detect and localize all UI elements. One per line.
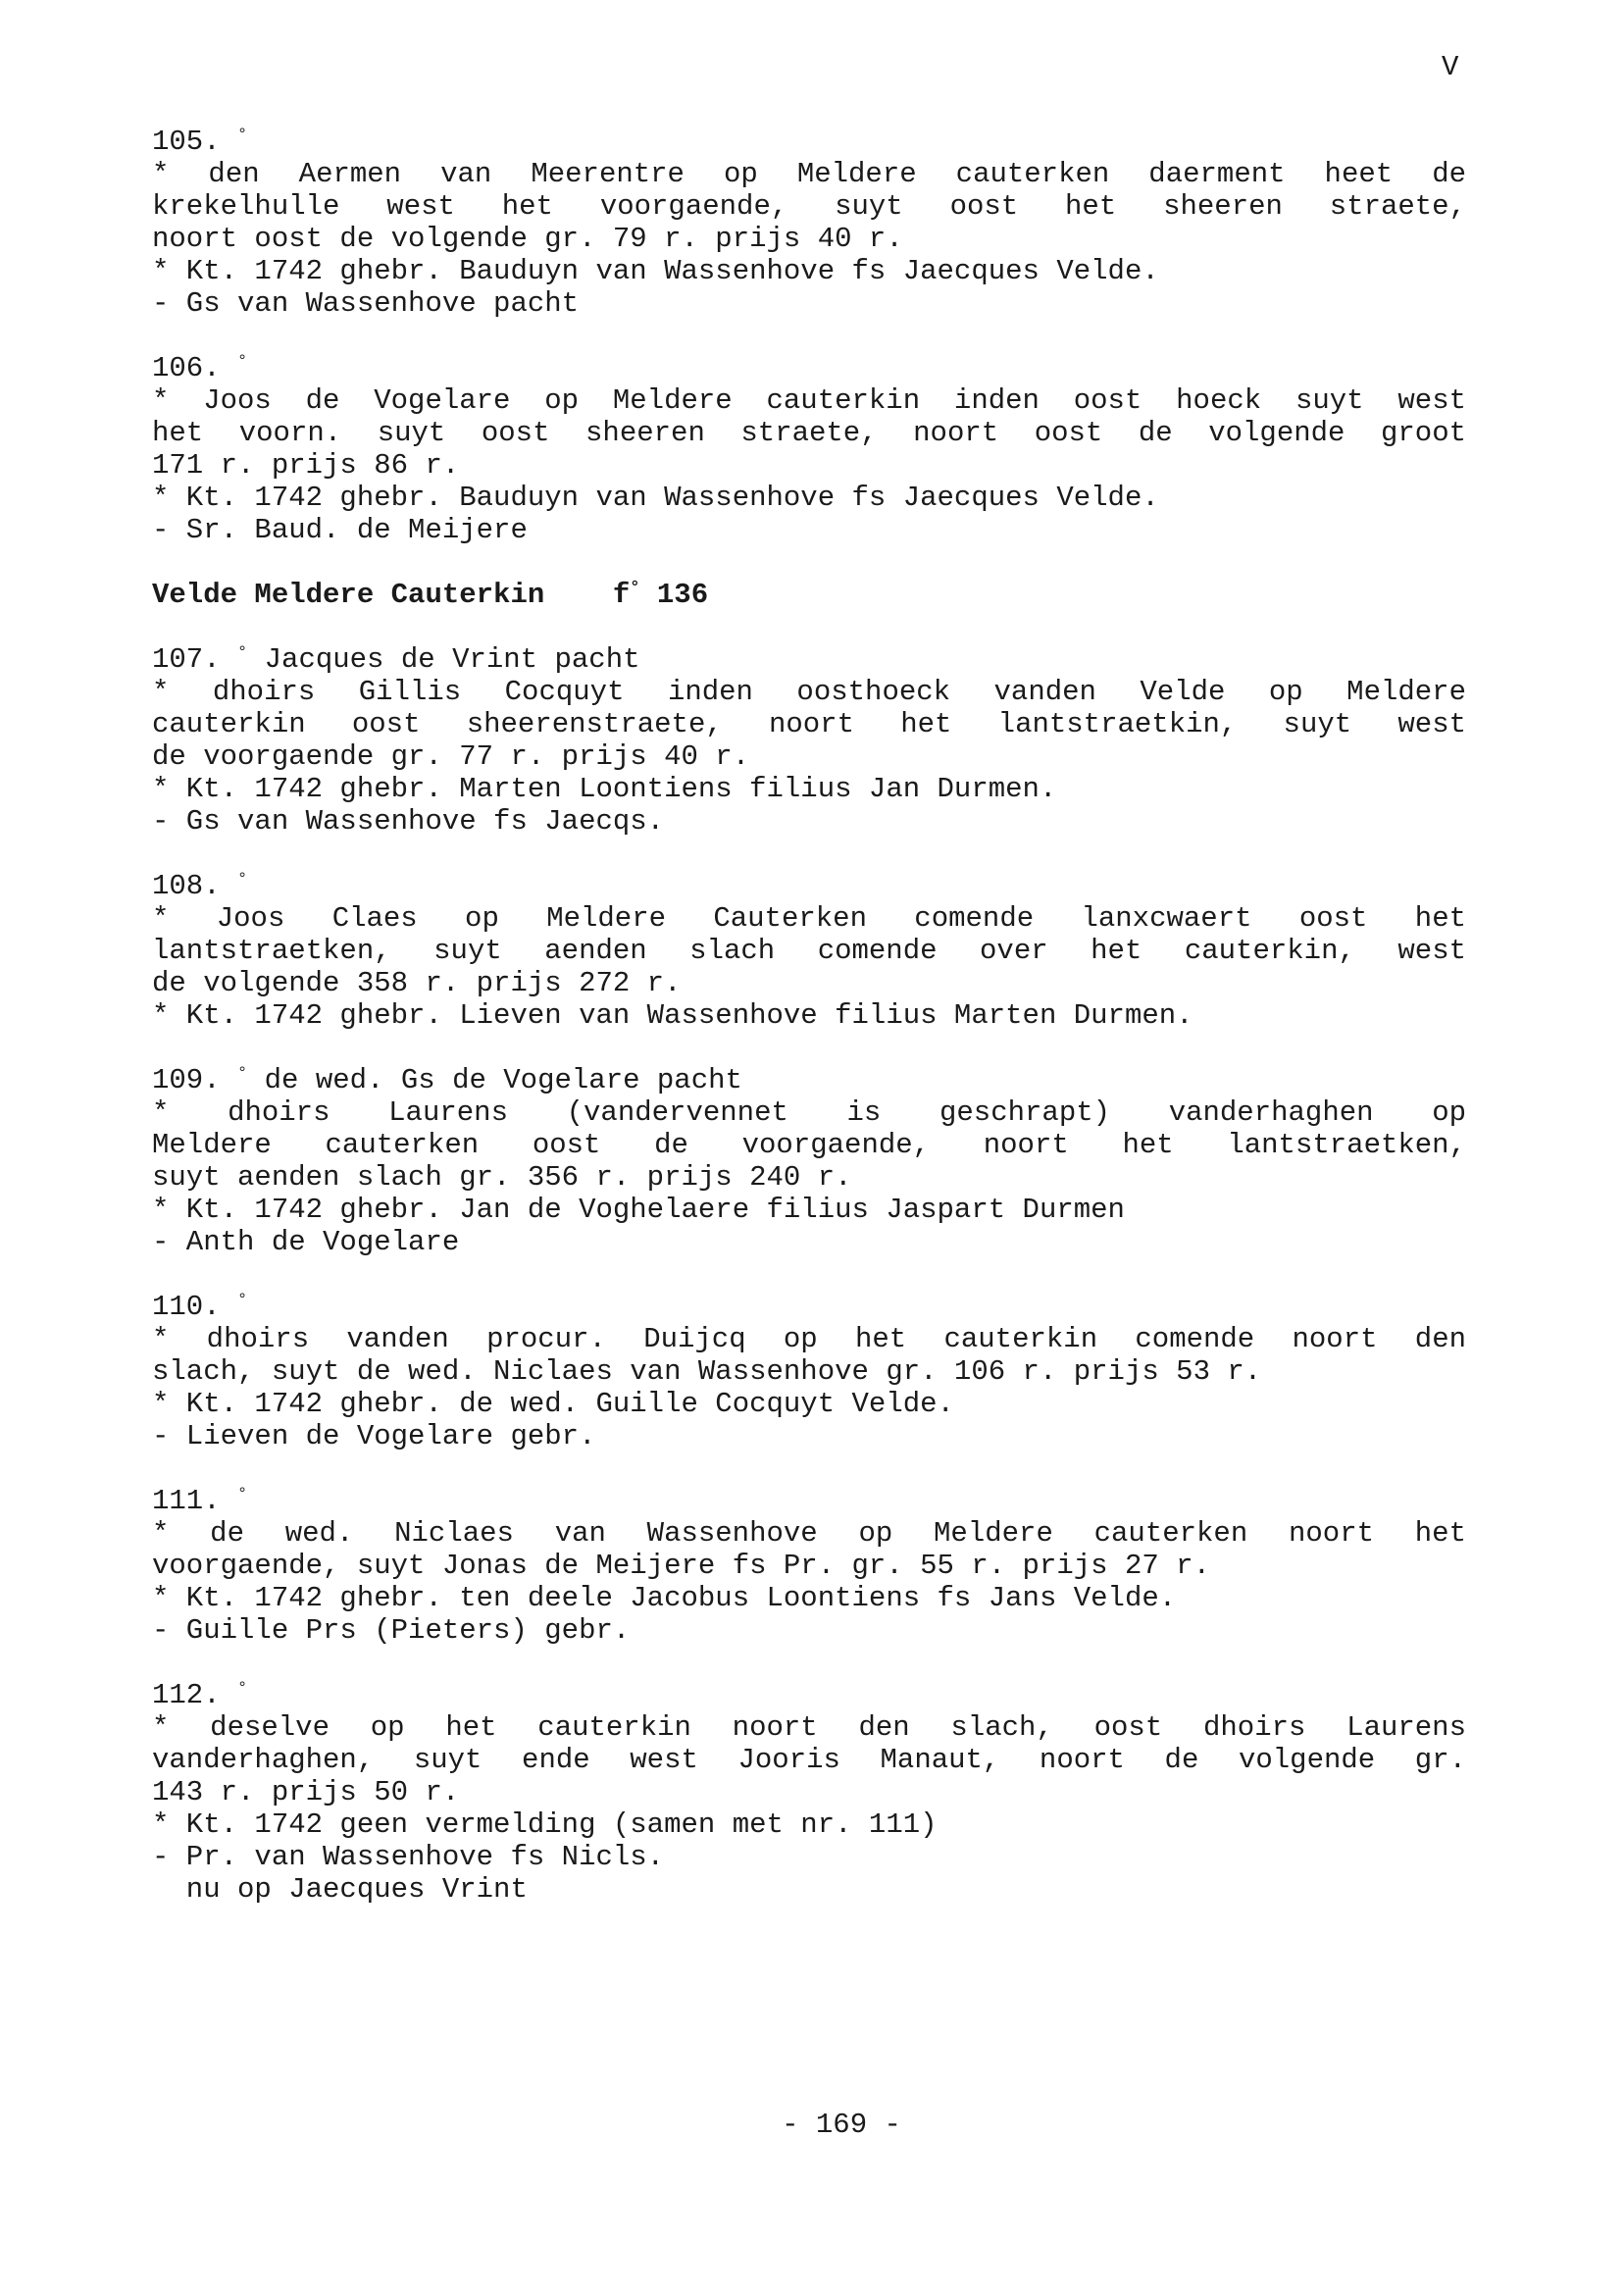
entry [152, 352, 1466, 546]
entry [152, 1679, 1466, 1906]
entry-heading [152, 1064, 1466, 1096]
entries-before-section [152, 126, 1466, 546]
entry-number: 110. [152, 1291, 221, 1323]
entry-line: 143 r. prijs 50 r. [152, 1776, 460, 1808]
entry-line: * Kt. 1742 ghebr. ten deele Jacobus Loontiens fs Jans Velde. [152, 1582, 1177, 1614]
entry-number: 112. [152, 1679, 221, 1711]
entries-after-section [152, 643, 1466, 1906]
entry-line: - Lieven de Vogelare gebr. [152, 1420, 596, 1452]
page-number: - 169 - [782, 2109, 901, 2141]
entry-number: 109. [152, 1064, 221, 1096]
entry-head-note: Jacques de Vrint pacht [264, 643, 640, 676]
entry-line: * de wed. Niclaes van Wassenhove op Meldere cauterken noort het [152, 1517, 1466, 1550]
page-mark: V [1442, 51, 1459, 83]
entry-line: - Guille Prs (Pieters) gebr. [152, 1614, 631, 1647]
entry-line: - Pr. van Wassenhove fs Nicls. [152, 1841, 665, 1873]
entry-line: slach, suyt de wed. Niclaes van Wassenhove gr. 106 r. prijs 53 r. [152, 1355, 1262, 1388]
entry-line: krekelhulle west het voorgaende, suyt oost het sheeren straete, [152, 190, 1466, 223]
entry-line: * Joos Claes op Meldere Cauterken comende lanxcwaert oost het [152, 902, 1466, 935]
entry-line: * deselve op het cauterkin noort den slach, oost dhoirs Laurens [152, 1711, 1466, 1744]
entry-degree-mark: ° [237, 126, 248, 145]
entry-number: 107. [152, 643, 221, 676]
entry-head-note: de wed. Gs de Vogelare pacht [264, 1064, 742, 1096]
entry-degree-mark: ° [237, 1291, 248, 1310]
entry-number: 106. [152, 352, 221, 384]
entry-heading [152, 126, 1466, 158]
entry-line: * dhoirs Laurens (vandervennet is geschrapt) vanderhaghen op [152, 1096, 1466, 1129]
entry-line: * Kt. 1742 ghebr. Lieven van Wassenhove filius Marten Durmen. [152, 999, 1193, 1032]
entry-line: * Kt. 1742 ghebr. Bauduyn van Wassenhove fs Jaecques Velde. [152, 482, 1159, 514]
entry-line: * Kt. 1742 ghebr. Bauduyn van Wassenhove fs Jaecques Velde. [152, 255, 1159, 287]
entry-line: * dhoirs Gillis Cocquyt inden oosthoeck vanden Velde op Meldere [152, 676, 1466, 708]
document-body [152, 126, 1466, 1938]
entry-number: 111. [152, 1485, 221, 1517]
entry-line: - Gs van Wassenhove fs Jaecqs. [152, 805, 665, 838]
entry-degree-mark: ° [237, 1064, 248, 1084]
entry-line: suyt aenden slach gr. 356 r. prijs 240 r. [152, 1161, 852, 1194]
entry [152, 126, 1466, 320]
entry-line: * den Aermen van Meerentre op Meldere cauterken daerment heet de [152, 158, 1466, 190]
entry-line: Meldere cauterken oost de voorgaende, noort het lantstraetken, [152, 1129, 1466, 1161]
entry-line: 171 r. prijs 86 r. [152, 449, 460, 482]
entry [152, 1291, 1466, 1452]
entry-line: noort oost de volgende gr. 79 r. prijs 40 r. [152, 223, 903, 255]
entry-line: * Joos de Vogelare op Meldere cauterkin inden oost hoeck suyt west [152, 384, 1466, 417]
entry-line: lantstraetken, suyt aenden slach comende over het cauterkin, west [152, 935, 1466, 967]
entry-line: cauterkin oost sheerenstraete, noort het lantstraetkin, suyt west [152, 708, 1466, 740]
entry [152, 1485, 1466, 1647]
entry [152, 870, 1466, 1032]
entry-degree-mark: ° [237, 643, 248, 663]
entry-heading [152, 643, 1466, 676]
section-heading [152, 579, 1466, 611]
folio-label: f [612, 579, 631, 611]
entry-degree-mark: ° [237, 1679, 248, 1699]
entry-degree-mark: ° [237, 352, 248, 372]
entry-line: - Gs van Wassenhove pacht [152, 287, 580, 320]
entry-line: de voorgaende gr. 77 r. prijs 40 r. [152, 740, 750, 773]
section-title: Velde Meldere Cauterkin [152, 579, 545, 611]
folio-degree: ° [630, 579, 640, 598]
entry-heading [152, 1291, 1466, 1323]
entry-line: * Kt. 1742 ghebr. de wed. Guille Cocquyt Velde. [152, 1388, 954, 1420]
entry-line: * Kt. 1742 ghebr. Marten Loontiens filius Jan Durmen. [152, 773, 1057, 805]
entry-line: * Kt. 1742 geen vermelding (samen met nr. 111) [152, 1808, 938, 1841]
entry-line: het voorn. suyt oost sheeren straete, noort oost de volgende groot [152, 417, 1466, 449]
entry-heading [152, 1679, 1466, 1711]
entry-line: * dhoirs vanden procur. Duijcq op het cauterkin comende noort den [152, 1323, 1466, 1355]
entry [152, 643, 1466, 838]
entry-line: * Kt. 1742 ghebr. Jan de Voghelaere filius Jaspart Durmen [152, 1194, 1125, 1226]
folio-number: 136 [656, 579, 709, 611]
entry-line: vanderhaghen, suyt ende west Jooris Manaut, noort de volgende gr. [152, 1744, 1466, 1776]
entry-line: nu op Jaecques Vrint [152, 1873, 528, 1906]
entry [152, 1064, 1466, 1258]
entry-line: - Anth de Vogelare [152, 1226, 460, 1258]
entry-heading [152, 870, 1466, 902]
entry-degree-mark: ° [237, 1485, 248, 1504]
entry-line: voorgaende, suyt Jonas de Meijere fs Pr. gr. 55 r. prijs 27 r. [152, 1550, 1210, 1582]
entry-line: de volgende 358 r. prijs 272 r. [152, 967, 682, 999]
entry-degree-mark: ° [237, 870, 248, 890]
entry-number: 105. [152, 126, 221, 158]
entry-line: - Sr. Baud. de Meijere [152, 514, 528, 546]
entry-heading [152, 352, 1466, 384]
entry-heading [152, 1485, 1466, 1517]
entry-number: 108. [152, 870, 221, 902]
